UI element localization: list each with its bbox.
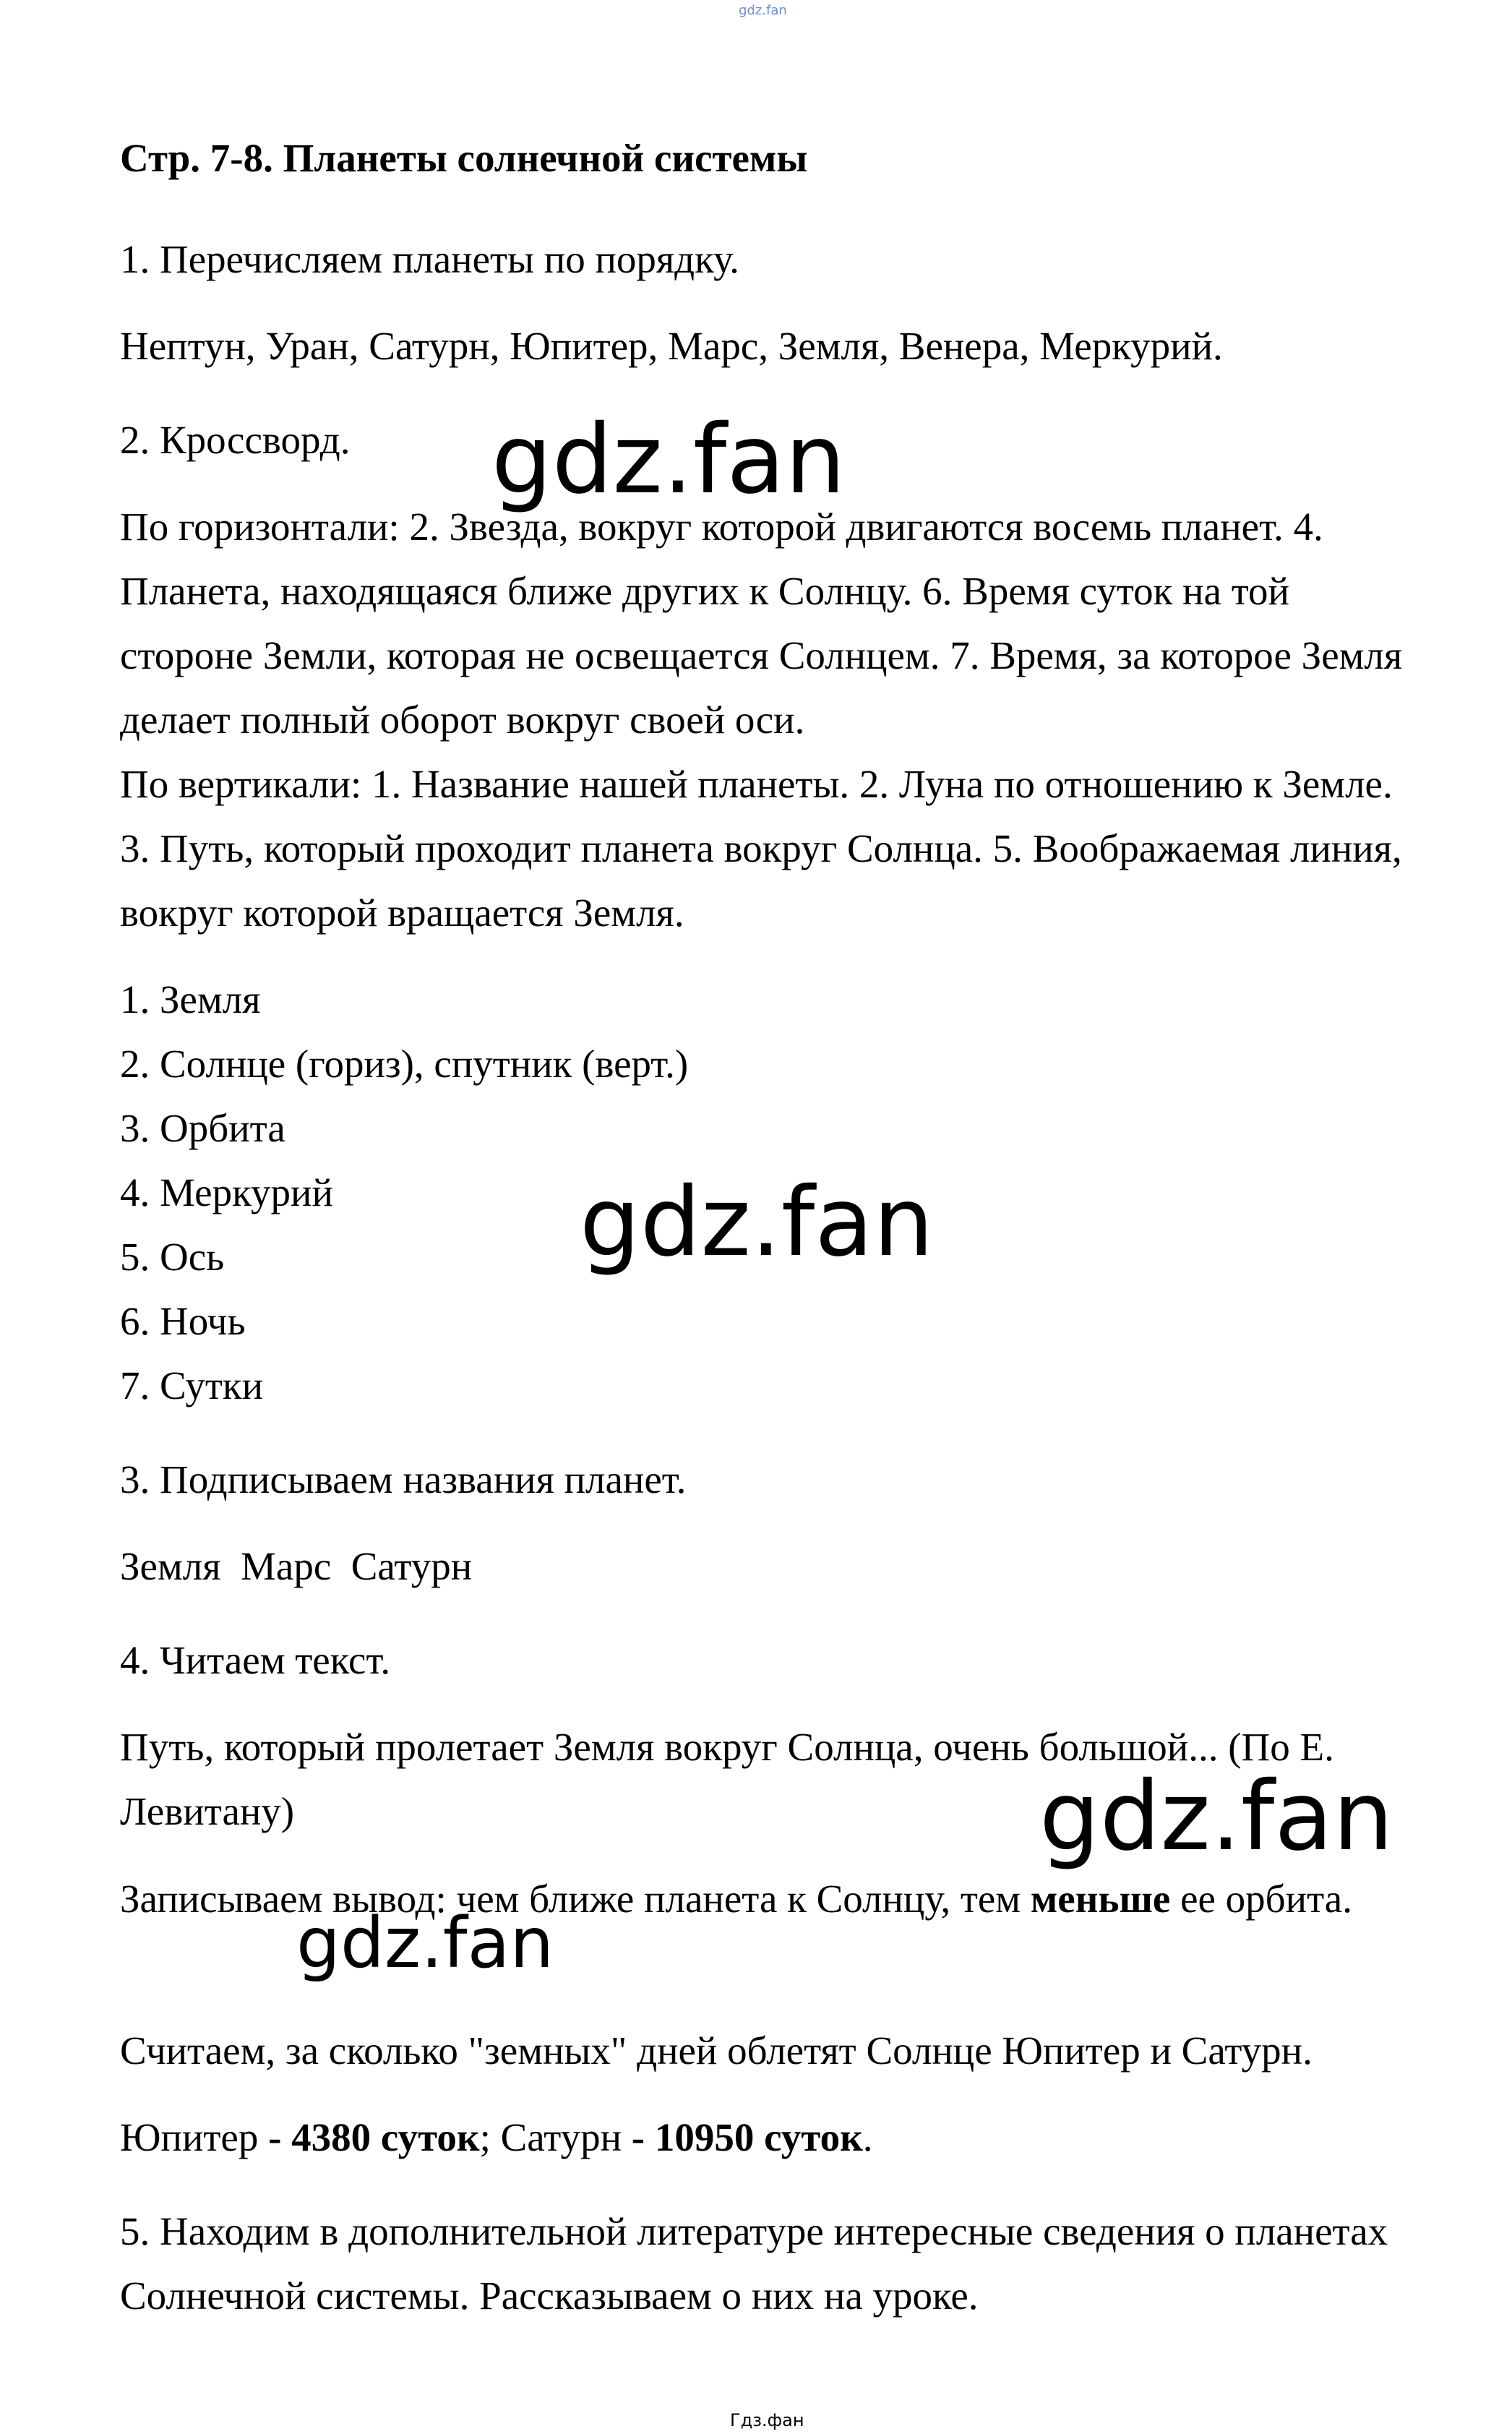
page-title: Стр. 7-8. Планеты солнечной системы [120, 136, 808, 180]
watermark: gdz.fan [296, 1903, 554, 1984]
watermark: gdz.fan [1039, 1761, 1393, 1872]
page-footer: Гдз.фан [730, 2410, 804, 2430]
crossword-answer-item: 7. Сутки [120, 1363, 264, 1407]
task2-horizontal-clues: По горизонтали: 2. Звезда, вокруг которой двигаются восемь планет. 4. Планета, находящаяся ближе других к Солнцу. 6. Время суток на той стороне Земли, которая не освещается Солнцем. 7. Время, за которое Земля делает полный оборот вокруг своей оси. [120, 505, 1403, 742]
task4-text: Путь, который пролетает Земля вокруг Солнца, очень большой... (По Е. Левитану) [120, 1725, 1334, 1833]
task2-heading: 2. Кроссворд. [120, 418, 351, 462]
task3-answer: Земля Марс Сатурн [120, 1544, 473, 1588]
jupiter-value: - 4380 суток [268, 2115, 480, 2159]
end-period: . [862, 2115, 873, 2159]
task4-count-prompt: Считаем, за сколько "земных" дней облетят Солнце Юпитер и Сатурн. [120, 2028, 1313, 2073]
conclusion-end: ее орбита. [1170, 1877, 1352, 1921]
saturn-value: - 10950 суток [631, 2115, 863, 2159]
conclusion-bold-word: меньше [1030, 1877, 1171, 1921]
top-watermark-mark: gdz.fan [739, 3, 787, 18]
crossword-answer-item: 1. Земля [120, 977, 261, 1021]
task4-heading: 4. Читаем текст. [120, 1638, 391, 1682]
crossword-answer-item: 3. Орбита [120, 1106, 285, 1150]
crossword-answer-item: 4. Меркурий [120, 1170, 333, 1214]
watermark: gdz.fan [491, 404, 846, 515]
crossword-answer-item: 6. Ночь [120, 1299, 246, 1343]
task1-answer: Нептун, Уран, Сатурн, Юпитер, Марс, Земля, Венера, Меркурий. [120, 324, 1223, 368]
task2-vertical-clues: По вертикали: 1. Название нашей планеты. 2. Луна по отношению к Земле. 3. Путь, который проходит планета вокруг Солнца. 5. Воображаемая линия, вокруг которой вращается Земля. [120, 762, 1402, 935]
task1-heading: 1. Перечисляем планеты по порядку. [120, 237, 739, 281]
crossword-answer-item: 5. Ось [120, 1235, 225, 1279]
task5-text: 5. Находим в дополнительной литературе интересные сведения о планетах Солнечной системы. Рассказываем о них на уроке. [120, 2209, 1388, 2318]
task4-conclusion [120, 1867, 1421, 1931]
watermark: gdz.fan [580, 1167, 934, 1278]
separator: ; Сатурн [479, 2115, 632, 2159]
crossword-answer-item: 2. Солнце (гориз), спутник (верт.) [120, 1042, 689, 1086]
task3-heading: 3. Подписываем названия планет. [120, 1457, 687, 1501]
task4-count-answer [120, 2105, 1421, 2169]
jupiter-label: Юпитер [120, 2115, 269, 2159]
conclusion-start: Записываем вывод: чем ближе планета к Солнцу, тем [120, 1877, 1031, 1921]
